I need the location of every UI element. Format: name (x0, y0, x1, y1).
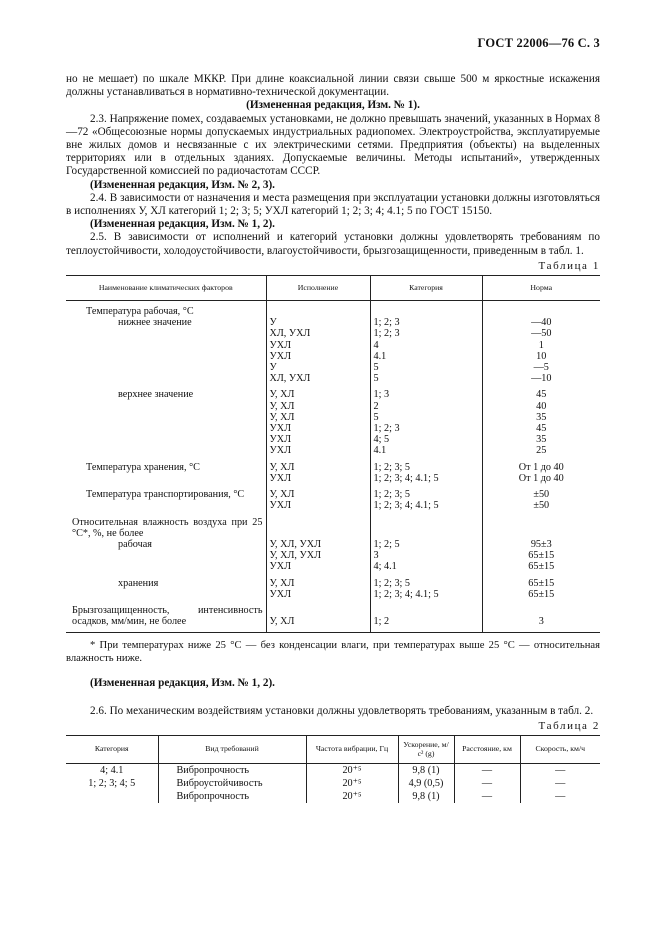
table-2-label: Таблица 2 (538, 719, 600, 732)
table-row: ХЛ, УХЛ 5 —10 (66, 373, 600, 384)
paragraph-2-4: 2.4. В зависимости от назначения и места размещения при эксплуатации установки должны изготовляться в исполнениях У, ХЛ категорий 1; 2; 3; 5; УХЛ категорий 1; 2; 3; 4; 4.1; 5 по ГОСТ 15150. (66, 191, 600, 218)
table-row: УХЛ 4; 5 35 (66, 434, 600, 445)
table-row: 1; 2; 3; 4; 5 Виброустойчивость 20⁺⁵ 4,9 (0,5) — — (66, 777, 600, 790)
table-row: УХЛ 1; 2; 3; 4; 4.1; 5 От 1 до 40 (66, 473, 600, 484)
table-row: Брызгозащищенность, интенсивность осадков, мм/мин, не более У, ХЛ 1; 2 3 (66, 605, 600, 627)
table-row: У 5 —5 (66, 362, 600, 373)
table-row: У, ХЛ 2 40 (66, 401, 600, 412)
column-header: Наименование климатических факторов (66, 275, 266, 300)
table-header-row (66, 735, 600, 763)
amendment-note: (Измененная редакция, Изм. № 2, 3). (90, 178, 275, 191)
table-row: УХЛ 4; 4.1 65±15 (66, 561, 600, 572)
table-1-label: Таблица 1 (538, 259, 600, 272)
column-header: Норма (482, 275, 600, 300)
table-row: 4; 4.1 Вибропрочность 20⁺⁵ 9,8 (1) — — (66, 763, 600, 777)
amendment-note: (Измененная редакция, Изм. № 1). (246, 99, 420, 112)
table-row: УХЛ 1; 2; 3; 4; 4.1; 5 65±15 (66, 589, 600, 600)
table-row: УХЛ 1; 2; 3 45 (66, 423, 600, 434)
table-row: Температура хранения, °С У, ХЛ 1; 2; 3; 5 От 1 до 40 (66, 462, 600, 473)
paragraph-2-6: 2.6. По механическим воздействиям установки должны удовлетворять требованиям, указанным в табл. 2. (90, 704, 594, 717)
table-row: Относительная влажность воздуха при 25 °С*, %, не более (66, 517, 600, 539)
table-row: ХЛ, УХЛ 1; 2; 3 —50 (66, 328, 600, 339)
table-1-footnote: * При температурах ниже 25 °С — без конденсации влаги, при температурах выше 25 °С — относительная влажность ниже. (66, 640, 600, 664)
column-header: Вид требований (158, 735, 306, 763)
table-row: рабочая У, ХЛ, УХЛ 1; 2; 5 95±3 (66, 539, 600, 550)
table-header-row (66, 275, 600, 300)
amendment-note: (Измененная редакция, Изм. № 1, 2). (90, 677, 275, 690)
column-header: Категория (66, 735, 158, 763)
table-row: УХЛ 1; 2; 3; 4; 4.1; 5 ±50 (66, 500, 600, 511)
body-text-2 (66, 677, 600, 717)
body-text (66, 73, 600, 258)
column-header: Частота вибрации, Гц (306, 735, 398, 763)
column-header: Расстояние, км (454, 735, 520, 763)
paragraph-2-3: 2.3. Напряжение помех, создаваемых установками, не должно превышать значений, указанных в Нормах 8—72 «Общесоюзные нормы допускаемых индустриальных радиопомех. Электроустройства, эксплуатируемые вне жилых домов и несвязанные с их электрическими сетями. Предприятия (объекты) на выделенных территориях или в отдельных зданиях. Допускаемые величины. Методы испытаний», утвержденных Государственной комиссией по радиочастотам СССР. (66, 112, 600, 178)
table-row: хранения У, ХЛ 1; 2; 3; 5 65±15 (66, 578, 600, 589)
amendment-note: (Измененная редакция, Изм. № 1, 2). (90, 218, 275, 231)
table-row: У, ХЛ, УХЛ 3 65±15 (66, 550, 600, 561)
table-row: нижнее значение У 1; 2; 3 —40 (66, 317, 600, 328)
column-header: Исполнение (266, 275, 370, 300)
table-row: верхнее значение У, ХЛ 1; 3 45 (66, 389, 600, 400)
column-header: Категория (370, 275, 482, 300)
paragraph-2-5: 2.5. В зависимости от исполнений и категорий установки должны удовлетворять требованиям по теплоустойчивости, холодоустойчивости, влагоустойчивости, брызгозащищенности, приведенным в табл. 1. (66, 231, 600, 257)
table-1 (66, 275, 600, 633)
document-page (66, 36, 600, 803)
table-row: Температура транспортирования, °С У, ХЛ 1; 2; 3; 5 ±50 (66, 489, 600, 500)
paragraph-continuation: но не мешает) по шкале МККР. При длине коаксиальной линии связи свыше 500 м яркостные искажения должны устанавливаться в нормативно-технической документации. (66, 73, 600, 99)
table-row: УХЛ 4.1 25 (66, 445, 600, 456)
table-row: У, ХЛ 5 35 (66, 412, 600, 423)
table-row: Вибропрочность 20⁺⁵ 9,8 (1) — — (66, 790, 600, 803)
table-row: Температура рабочая, °С (66, 306, 600, 317)
page-header: ГОСТ 22006—76 С. 3 (477, 36, 600, 50)
table-2 (66, 735, 600, 804)
column-header: Скорость, км/ч (520, 735, 600, 763)
table-row: УХЛ 4 1 (66, 340, 600, 351)
column-header: Ускорение, м/с² (g) (398, 735, 454, 763)
table-row: УХЛ 4.1 10 (66, 351, 600, 362)
